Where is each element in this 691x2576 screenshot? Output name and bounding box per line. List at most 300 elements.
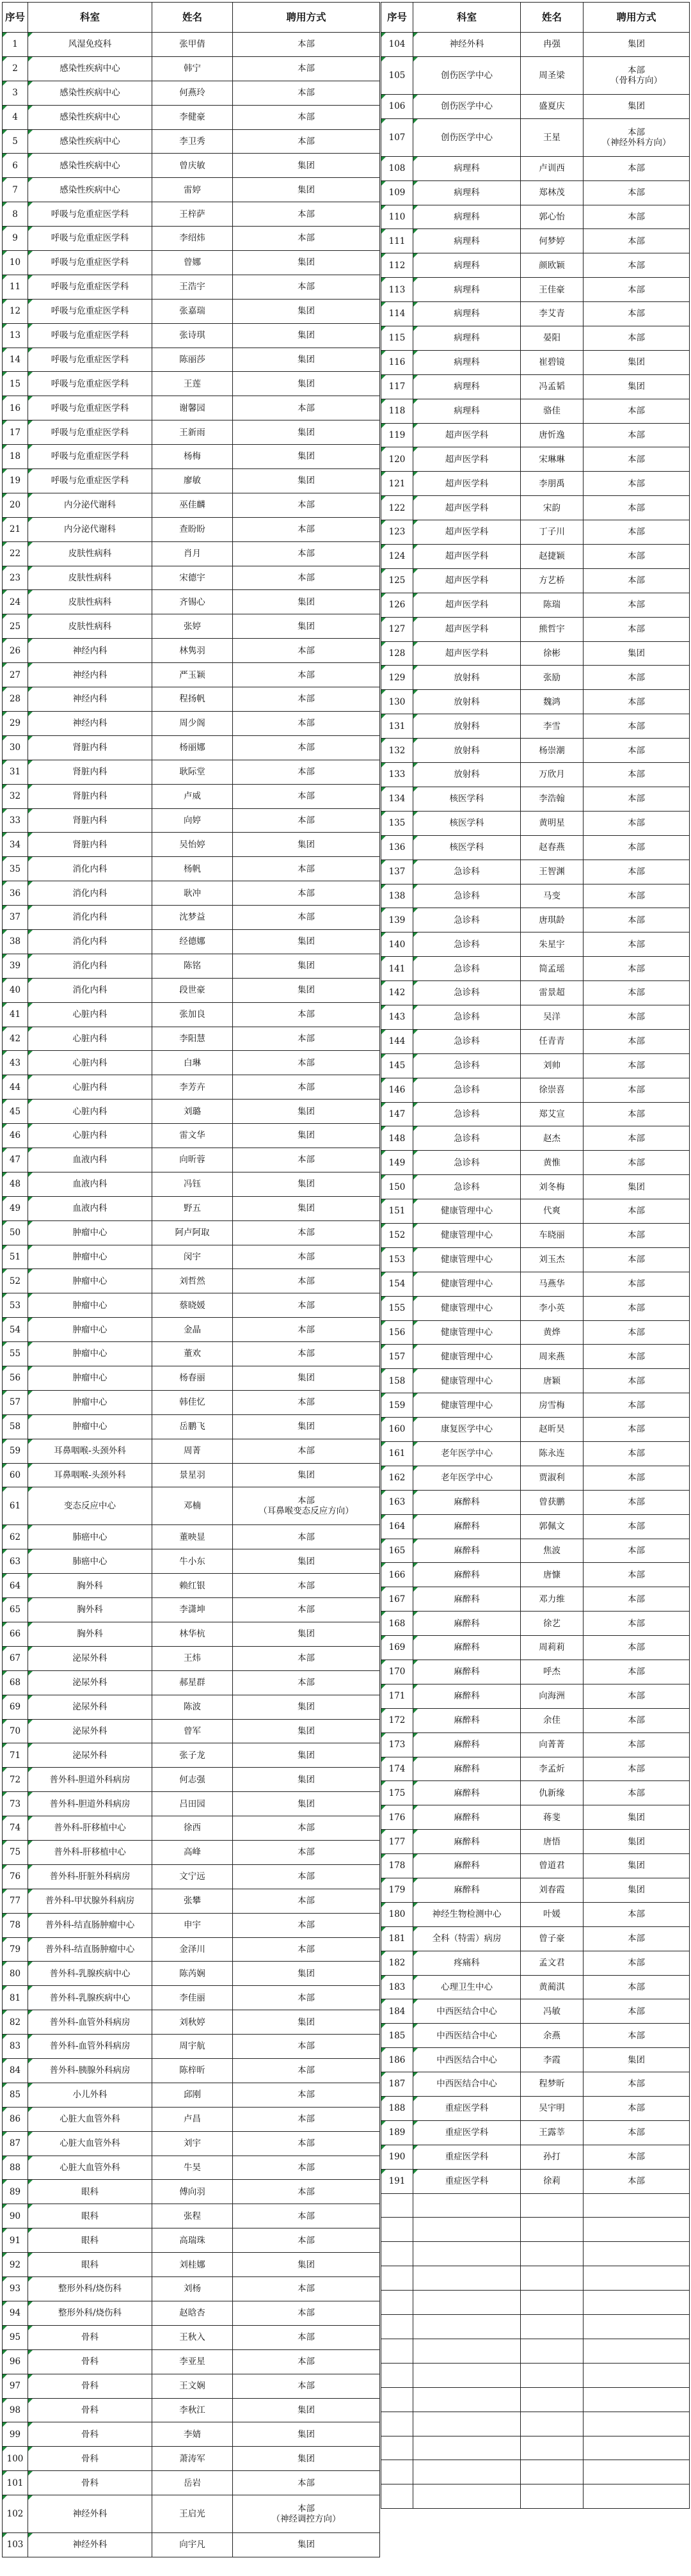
cell-dept: 麻醉科 — [413, 1490, 521, 1514]
empty-cell — [413, 2412, 521, 2436]
cell-name: 卢威 — [152, 784, 233, 808]
cell-no: 120 — [381, 447, 413, 472]
cell-no: 149 — [381, 1151, 413, 1175]
cell-dept: 心脏内科 — [28, 1100, 152, 1124]
cell-no: 51 — [3, 1245, 28, 1269]
cell-dept: 急诊科 — [413, 1029, 521, 1053]
cell-dept: 肿瘤中心 — [28, 1366, 152, 1390]
cell-dept: 肾脏内科 — [28, 808, 152, 833]
cell-dept: 泌尿外科 — [28, 1670, 152, 1695]
cell-dept: 麻醉科 — [413, 1781, 521, 1805]
header-dept: 科室 — [413, 3, 521, 33]
cell-mode: 本部 — [233, 1889, 380, 1913]
cell-name: 晏阳 — [521, 326, 584, 351]
cell-no: 140 — [381, 932, 413, 957]
cell-no: 184 — [381, 1999, 413, 2024]
cell-name: 周菁 — [152, 1439, 233, 1463]
cell-name: 方艺桥 — [521, 568, 584, 593]
cell-mode: 集团 — [233, 954, 380, 978]
table-row — [381, 399, 690, 423]
table-row — [3, 1002, 380, 1027]
cell-name: 刘宇 — [152, 2131, 233, 2156]
cell-dept: 肿瘤中心 — [28, 1293, 152, 1318]
mode-text: 本部 — [628, 65, 645, 76]
cell-no: 111 — [381, 229, 413, 253]
cell-mode: 本部 — [233, 2325, 380, 2349]
cell-mode: 本部 — [584, 1708, 690, 1732]
table-row — [381, 2097, 690, 2121]
cell-mode: 本部 — [233, 2471, 380, 2495]
table-row — [381, 2169, 690, 2193]
cell-no: 59 — [3, 1439, 28, 1463]
empty-cell — [584, 2291, 690, 2315]
cell-mode: 本部 — [584, 1199, 690, 1224]
cell-name: 宋德宇 — [152, 566, 233, 590]
cell-mode: 集团 — [584, 1878, 690, 1903]
cell-mode: 集团 — [584, 33, 690, 57]
cell-dept: 急诊科 — [413, 1151, 521, 1175]
cell-name: 万欣月 — [521, 763, 584, 787]
cell-dept: 肾脏内科 — [28, 833, 152, 857]
cell-dept: 皮肤性病科 — [28, 590, 152, 614]
table-row — [3, 1172, 380, 1196]
empty-cell — [521, 2412, 584, 2436]
cell-no: 183 — [381, 1975, 413, 1999]
cell-dept: 超声医学科 — [413, 593, 521, 617]
cell-no: 137 — [381, 860, 413, 884]
cell-dept: 创伤医学中心 — [413, 118, 521, 156]
cell-no: 5 — [3, 129, 28, 154]
table-row — [381, 593, 690, 617]
cell-mode: 本部 — [584, 278, 690, 302]
cell-no: 150 — [381, 1175, 413, 1199]
table-row — [381, 1805, 690, 1830]
cell-name: 刘杨 — [152, 2277, 233, 2301]
cell-no: 37 — [3, 906, 28, 930]
cell-no: 142 — [381, 981, 413, 1005]
cell-mode: 本部 — [584, 860, 690, 884]
cell-mode: 本部 — [233, 1342, 380, 1366]
cell-no: 115 — [381, 326, 413, 351]
cell-name: 代爽 — [521, 1199, 584, 1224]
table-row — [3, 2253, 380, 2277]
cell-mode: 本部 — [233, 1390, 380, 1414]
table-row — [381, 1732, 690, 1757]
left-table-panel — [2, 2, 379, 2557]
cell-name: 肖月 — [152, 541, 233, 566]
table-row — [3, 566, 380, 590]
empty-cell — [584, 2339, 690, 2363]
cell-dept: 病理科 — [413, 205, 521, 229]
cell-no: 83 — [3, 2035, 28, 2059]
cell-mode: 本部 — [233, 639, 380, 663]
cell-no: 17 — [3, 420, 28, 445]
empty-cell — [413, 2460, 521, 2484]
cell-name: 黄烨 — [521, 1320, 584, 1345]
header-name: 姓名 — [152, 3, 233, 33]
empty-row — [381, 2339, 690, 2363]
cell-no: 30 — [3, 735, 28, 760]
cell-dept: 普外科-血管外科病房 — [28, 2035, 152, 2059]
cell-name: 刘帅 — [521, 1053, 584, 1078]
cell-no: 168 — [381, 1612, 413, 1636]
cell-name: 闵宇 — [152, 1245, 233, 1269]
cell-no: 31 — [3, 760, 28, 784]
cell-no: 175 — [381, 1781, 413, 1805]
cell-mode: 本部 — [233, 1986, 380, 2010]
cell-no: 78 — [3, 1913, 28, 1937]
cell-mode: 集团 — [233, 1768, 380, 1792]
cell-no: 112 — [381, 253, 413, 278]
cell-dept: 核医学科 — [413, 835, 521, 860]
cell-no: 70 — [3, 1719, 28, 1743]
cell-mode: 集团 — [233, 614, 380, 639]
cell-mode: 本部 — [233, 105, 380, 129]
cell-no: 127 — [381, 617, 413, 641]
empty-cell — [584, 2242, 690, 2266]
cell-name: 唐悟 — [521, 1830, 584, 1854]
table-row — [381, 423, 690, 447]
cell-dept: 麻醉科 — [413, 1805, 521, 1830]
empty-row — [381, 2218, 690, 2242]
cell-dept: 普外科-胆道外科病房 — [28, 1768, 152, 1792]
cell-name: 李健豪 — [152, 105, 233, 129]
cell-dept: 麻醉科 — [413, 1563, 521, 1587]
cell-mode: 本部 — [233, 493, 380, 517]
cell-mode: 集团 — [584, 2048, 690, 2072]
cell-name: 何燕玲 — [152, 81, 233, 105]
empty-cell — [413, 2363, 521, 2387]
cell-mode: 本部 — [233, 396, 380, 420]
cell-name: 孟文君 — [521, 1951, 584, 1975]
table-row — [381, 350, 690, 374]
cell-mode: 本部 — [584, 2097, 690, 2121]
table-row — [3, 1622, 380, 1647]
cell-name: 唐颖 — [521, 1369, 584, 1393]
cell-dept: 麻醉科 — [413, 1612, 521, 1636]
cell-mode: 本部 — [584, 2169, 690, 2193]
table-row — [381, 496, 690, 520]
cell-mode: 本部 — [584, 1029, 690, 1053]
cell-mode: 本部 — [584, 932, 690, 957]
cell-mode: 本部 — [233, 275, 380, 299]
cell-name: 黄惟 — [521, 1151, 584, 1175]
table-row — [3, 1124, 380, 1148]
table-row — [3, 129, 380, 154]
table-row — [3, 639, 380, 663]
cell-name: 吕田园 — [152, 1792, 233, 1816]
table-row — [381, 374, 690, 399]
cell-mode: 本部 — [584, 2024, 690, 2048]
cell-no: 2 — [3, 56, 28, 81]
cell-mode: 集团 — [233, 178, 380, 202]
cell-name: 徐崇喜 — [521, 1078, 584, 1102]
mode-text: 本部 — [628, 127, 645, 138]
cell-dept: 病理科 — [413, 278, 521, 302]
table-row — [3, 2083, 380, 2107]
cell-dept: 普外科-甲状腺外科病房 — [28, 1889, 152, 1913]
cell-no: 167 — [381, 1587, 413, 1612]
cell-dept: 普外科-肝脏外科病房 — [28, 1864, 152, 1889]
cell-name: 韩宁 — [152, 56, 233, 81]
cell-no: 52 — [3, 1269, 28, 1293]
cell-no: 67 — [3, 1646, 28, 1670]
table-row — [3, 1574, 380, 1598]
cell-no: 144 — [381, 1029, 413, 1053]
cell-no: 129 — [381, 666, 413, 690]
cell-name: 陈永连 — [521, 1441, 584, 1466]
table-row — [381, 1102, 690, 1126]
cell-name: 杨梅 — [152, 445, 233, 469]
cell-dept: 眼科 — [28, 2204, 152, 2228]
empty-cell — [381, 2291, 413, 2315]
cell-mode: 集团 — [233, 154, 380, 178]
cell-mode: 本部 — [233, 2083, 380, 2107]
table-row — [381, 2145, 690, 2169]
cell-no: 4 — [3, 105, 28, 129]
table-row — [3, 2156, 380, 2180]
table-row — [3, 493, 380, 517]
cell-no: 102 — [3, 2495, 28, 2533]
cell-dept: 全科（特需）病房 — [413, 1926, 521, 1951]
cell-mode: 本部 — [233, 517, 380, 541]
cell-name: 周来燕 — [521, 1345, 584, 1369]
cell-name: 陈铭 — [152, 954, 233, 978]
table-row — [3, 1293, 380, 1318]
table-row — [3, 1366, 380, 1390]
table-row — [3, 56, 380, 81]
table-row — [381, 520, 690, 545]
mode-text: 本部 — [298, 1496, 315, 1507]
table-row — [381, 33, 690, 57]
cell-name: 曾子豪 — [521, 1926, 584, 1951]
cell-mode: 本部 — [584, 1078, 690, 1102]
cell-dept: 神经内科 — [28, 711, 152, 735]
cell-name: 任青青 — [521, 1029, 584, 1053]
table-row — [3, 1100, 380, 1124]
cell-no: 177 — [381, 1830, 413, 1854]
cell-dept: 急诊科 — [413, 860, 521, 884]
table-row — [3, 1148, 380, 1172]
table-row — [3, 1220, 380, 1245]
cell-dept: 整形外科/烧伤科 — [28, 2277, 152, 2301]
cell-mode: 本部 — [233, 711, 380, 735]
cell-name: 杨崇潮 — [521, 739, 584, 763]
cell-mode: 本部 — [584, 1345, 690, 1369]
cell-no: 104 — [381, 33, 413, 57]
cell-no: 87 — [3, 2131, 28, 2156]
table-row — [381, 1005, 690, 1029]
cell-no: 15 — [3, 372, 28, 396]
cell-mode: 本部 — [584, 1102, 690, 1126]
cell-name: 刘秋婷 — [152, 2010, 233, 2035]
cell-mode: 本部 — [584, 472, 690, 496]
table-row — [381, 1078, 690, 1102]
cell-name: 李秋江 — [152, 2398, 233, 2422]
cell-dept: 肿瘤中心 — [28, 1220, 152, 1245]
cell-name: 王秋入 — [152, 2325, 233, 2349]
table-row — [381, 1951, 690, 1975]
cell-mode — [584, 118, 690, 156]
cell-name: 向婷 — [152, 808, 233, 833]
cell-mode: 集团 — [233, 323, 380, 348]
cell-dept: 心脏大血管外科 — [28, 2131, 152, 2156]
header-mode: 聘用方式 — [233, 3, 380, 33]
cell-dept: 肾脏内科 — [28, 784, 152, 808]
cell-no: 66 — [3, 1622, 28, 1647]
cell-name: 赵晗杏 — [152, 2301, 233, 2325]
empty-cell — [413, 2339, 521, 2363]
cell-name: 傅向羽 — [152, 2180, 233, 2204]
cell-name: 李芳卉 — [152, 1075, 233, 1100]
cell-no: 16 — [3, 396, 28, 420]
cell-mode: 本部 — [584, 399, 690, 423]
table-row — [381, 1247, 690, 1272]
cell-dept: 放射科 — [413, 739, 521, 763]
table-row — [381, 1781, 690, 1805]
table-row — [381, 1999, 690, 2024]
table-row — [3, 1439, 380, 1463]
cell-name: 李绍炜 — [152, 227, 233, 251]
cell-dept: 心脏内科 — [28, 1002, 152, 1027]
cell-mode: 本部 — [233, 202, 380, 227]
table-row — [381, 957, 690, 981]
cell-name: 刘哲然 — [152, 1269, 233, 1293]
table-row — [3, 2374, 380, 2398]
cell-name: 冯敏 — [521, 1999, 584, 2024]
cell-name: 呼杰 — [521, 1660, 584, 1684]
cell-name: 郭佩文 — [521, 1514, 584, 1539]
cell-no: 46 — [3, 1124, 28, 1148]
cell-no: 13 — [3, 323, 28, 348]
empty-row — [381, 2266, 690, 2291]
cell-no: 155 — [381, 1296, 413, 1320]
cell-no: 131 — [381, 714, 413, 739]
cell-mode: 集团 — [233, 2533, 380, 2557]
cell-name: 周宇航 — [152, 2035, 233, 2059]
cell-dept: 病理科 — [413, 350, 521, 374]
cell-name: 申宇 — [152, 1913, 233, 1937]
table-row — [381, 2072, 690, 2097]
cell-no: 74 — [3, 1816, 28, 1841]
cell-dept: 神经内科 — [28, 663, 152, 687]
cell-no: 109 — [381, 180, 413, 205]
empty-cell — [521, 2291, 584, 2315]
table-row — [381, 1902, 690, 1926]
cell-name: 魏鸿 — [521, 690, 584, 714]
cell-mode: 集团 — [233, 1172, 380, 1196]
cell-name: 王启光 — [152, 2495, 233, 2533]
empty-cell — [381, 2218, 413, 2242]
table-row — [3, 2059, 380, 2083]
header-no: 序号 — [3, 3, 28, 33]
cell-mode: 本部 — [233, 2374, 380, 2398]
cell-dept: 中西医结合中心 — [413, 1999, 521, 2024]
table-row — [381, 932, 690, 957]
table-row — [3, 348, 380, 372]
cell-dept: 超声医学科 — [413, 617, 521, 641]
table-row — [381, 1345, 690, 1369]
cell-name: 邱刚 — [152, 2083, 233, 2107]
cell-name: 黄明星 — [521, 811, 584, 835]
cell-dept: 泌尿外科 — [28, 1743, 152, 1768]
empty-cell — [413, 2218, 521, 2242]
cell-dept: 麻醉科 — [413, 1660, 521, 1684]
table-row — [3, 2180, 380, 2204]
cell-no: 63 — [3, 1549, 28, 1574]
table-row — [3, 154, 380, 178]
cell-dept: 病理科 — [413, 302, 521, 326]
cell-mode: 本部 — [584, 1369, 690, 1393]
cell-dept: 病理科 — [413, 326, 521, 351]
cell-mode: 本部 — [233, 129, 380, 154]
table-row — [3, 275, 380, 299]
cell-no: 11 — [3, 275, 28, 299]
cell-name: 黄蔺淇 — [521, 1975, 584, 1999]
cell-mode: 本部 — [233, 1574, 380, 1598]
cell-dept: 肿瘤中心 — [28, 1414, 152, 1439]
cell-mode: 本部 — [584, 205, 690, 229]
cell-name: 岳鹏飞 — [152, 1414, 233, 1439]
cell-name: 程扬帆 — [152, 687, 233, 712]
cell-name: 段世豪 — [152, 978, 233, 1002]
table-row — [381, 666, 690, 690]
cell-mode: 本部 — [584, 1781, 690, 1805]
table-row — [3, 2495, 380, 2533]
cell-no: 190 — [381, 2145, 413, 2169]
cell-dept: 肾脏内科 — [28, 760, 152, 784]
cell-dept: 病理科 — [413, 374, 521, 399]
cell-name: 周圣梁 — [521, 56, 584, 94]
cell-no: 154 — [381, 1272, 413, 1296]
cell-dept: 感染性疾病中心 — [28, 178, 152, 202]
cell-mode: 本部 — [233, 2277, 380, 2301]
cell-name: 林隽羽 — [152, 639, 233, 663]
cell-dept: 普外科-结直肠肿瘤中心 — [28, 1913, 152, 1937]
cell-dept: 健康管理中心 — [413, 1247, 521, 1272]
cell-mode: 本部 — [584, 811, 690, 835]
cell-no: 27 — [3, 663, 28, 687]
cell-no: 98 — [3, 2398, 28, 2422]
cell-mode: 本部 — [233, 1245, 380, 1269]
cell-name: 叶媛 — [521, 1902, 584, 1926]
cell-mode: 本部 — [584, 957, 690, 981]
cell-mode: 本部 — [584, 1684, 690, 1708]
table-row — [3, 833, 380, 857]
cell-name: 唐琪龄 — [521, 908, 584, 932]
cell-name: 宋韵 — [521, 496, 584, 520]
cell-mode: 本部 — [584, 835, 690, 860]
cell-name: 雷婷 — [152, 178, 233, 202]
cell-dept: 病理科 — [413, 229, 521, 253]
cell-name: 王梓萨 — [152, 202, 233, 227]
cell-mode: 本部 — [233, 541, 380, 566]
table-row — [3, 614, 380, 639]
cell-dept: 消化内科 — [28, 881, 152, 906]
cell-no: 145 — [381, 1053, 413, 1078]
table-row — [381, 1490, 690, 1514]
cell-name: 余燕 — [521, 2024, 584, 2048]
cell-name: 卢昌 — [152, 2107, 233, 2131]
cell-dept: 小儿外科 — [28, 2083, 152, 2107]
cell-name: 李浩翰 — [521, 787, 584, 811]
cell-mode: 本部 — [584, 1296, 690, 1320]
cell-name: 向海洲 — [521, 1684, 584, 1708]
empty-cell — [413, 2266, 521, 2291]
cell-mode: 本部 — [233, 2035, 380, 2059]
table-row — [3, 251, 380, 275]
cell-mode: 集团 — [233, 1196, 380, 1220]
